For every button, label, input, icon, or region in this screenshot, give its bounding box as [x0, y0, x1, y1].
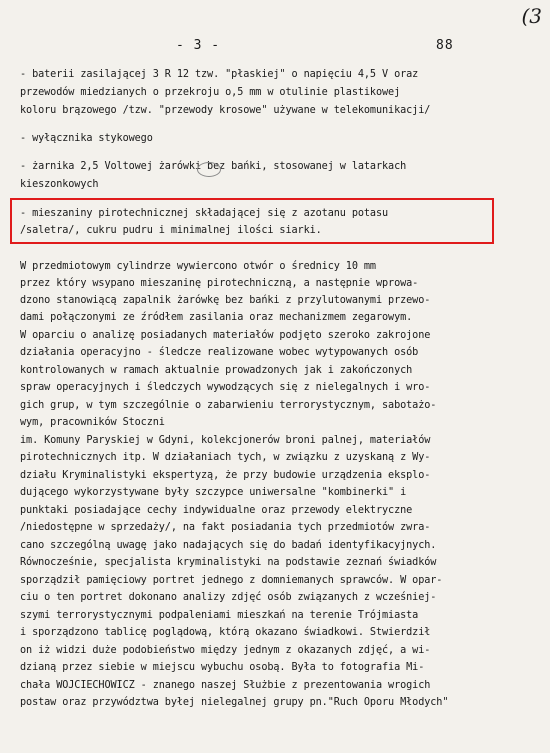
text-line: działu Kryminalistyki ekspertyzą, że przy budowie urządzenia eksplo-: [20, 470, 431, 481]
text-line: szymi terrorystycznymi podpaleniami mieszkań na terenie Trójmiasta: [20, 610, 419, 621]
text-line: postaw oraz przywództwa byłej nielegalnej grupy pn."Ruch Oporu Młodych": [20, 697, 449, 708]
text-line: /niedostępne w sprzedaży/, na fakt posiadania tych przedmiotów zwra-: [20, 522, 431, 533]
text-line: i sporządzono tablicę poglądową, którą okazano świadkowi. Stwierdził: [20, 627, 431, 638]
text-line: im. Komuny Paryskiej w Gdyni, kolekcjonerów broni palnej, materiałów: [20, 435, 431, 446]
text-line: gich grup, w tym szczególnie o zabarwieniu terrorystycznym, sabotażo-: [20, 400, 437, 411]
text-line: on iż widzi duże podobieństwo między jednym z okazanych zdjęć, a wi-: [20, 645, 431, 656]
text-line: - żarnika 2,5 Voltowej żarówki bez bańki, stosowanej w latarkach: [20, 161, 407, 172]
text-line: punktaki posiadające cechy indywidualne oraz przewody elektryczne: [20, 505, 413, 516]
text-line: - wyłącznika stykowego: [20, 133, 153, 144]
text-line: sporządził pamięciowy portret jednego z domniemanych sprawców. W opar-: [20, 575, 443, 586]
text-line: dzianą przez siebie w miejscu wybuchu osobą. Była to fotografia Mi-: [20, 662, 425, 673]
page-dash-number: - 3 -: [176, 38, 221, 53]
text-line: W przedmiotowym cylindrze wywiercono otwór o średnicy 10 mm: [20, 261, 376, 272]
text-line: dzono stanowiącą zapalnik żarówkę bez bańki z przylutowanymi przewo-: [20, 295, 431, 306]
text-line: chała WOJCIECHOWICZ - znanego naszej Służbie z prezentowania wrogich: [20, 680, 431, 691]
page-number: 88: [436, 38, 454, 53]
text-line: pirotechnicznych itp. W działaniach tych, w związku z uzyskaną z Wy-: [20, 452, 431, 463]
text-line: - mieszaniny pirotechnicznej składającej się z azotanu potasu: [20, 208, 389, 219]
text-line: kieszonkowych: [20, 179, 99, 190]
text-line: /saletra/, cukru pudru i minimalnej ilości siarki.: [20, 225, 322, 236]
text-line: ciu o ten portret dokonano analizy zdjęć osób związanych z wcześniej-: [20, 592, 437, 603]
pencil-circle-mark: [197, 162, 221, 177]
text-line: dami połączonymi ze źródłem zasilania oraz mechanizmem zegarowym.: [20, 312, 413, 323]
text-line: przewodów miedzianych o przekroju o,5 mm w otulinie plastikowej: [20, 87, 401, 98]
highlight-box: [10, 198, 494, 244]
text-line: przez który wsypano mieszaninę pirotechniczną, a następnie wprowa-: [20, 278, 419, 289]
text-line: spraw operacyjnych i śledczych wywodzących się z nielegalnych i wro-: [20, 382, 431, 393]
text-line: Równocześnie, specjalista kryminalistyki na podstawie zeznań świadków: [20, 557, 437, 568]
text-line: kontrolowanych w ramach aktualnie prowadzonych jak i zakończonych: [20, 365, 413, 376]
text-line: cano szczególną uwagę jako nadających się do badań identyfikacyjnych.: [20, 540, 437, 551]
text-line: koloru brązowego /tzw. "przewody krosowe" używane w telekomunikacji/: [20, 105, 431, 116]
text-line: wym, pracowników Stoczni: [20, 417, 165, 428]
text-line: - baterii zasilającej 3 R 12 tzw. "płaskiej" o napięciu 4,5 V oraz: [20, 69, 419, 80]
handwritten-corner-mark: (3: [521, 4, 542, 28]
text-line: W oparciu o analizę posiadanych materiałów podjęto szeroko zakrojone: [20, 330, 431, 341]
text-line: działania operacyjno - śledcze realizowane wobec wytypowanych osób: [20, 347, 419, 358]
text-line: dującego wykorzystywane były szczypce uniwersalne "kombinerki" i: [20, 487, 407, 498]
